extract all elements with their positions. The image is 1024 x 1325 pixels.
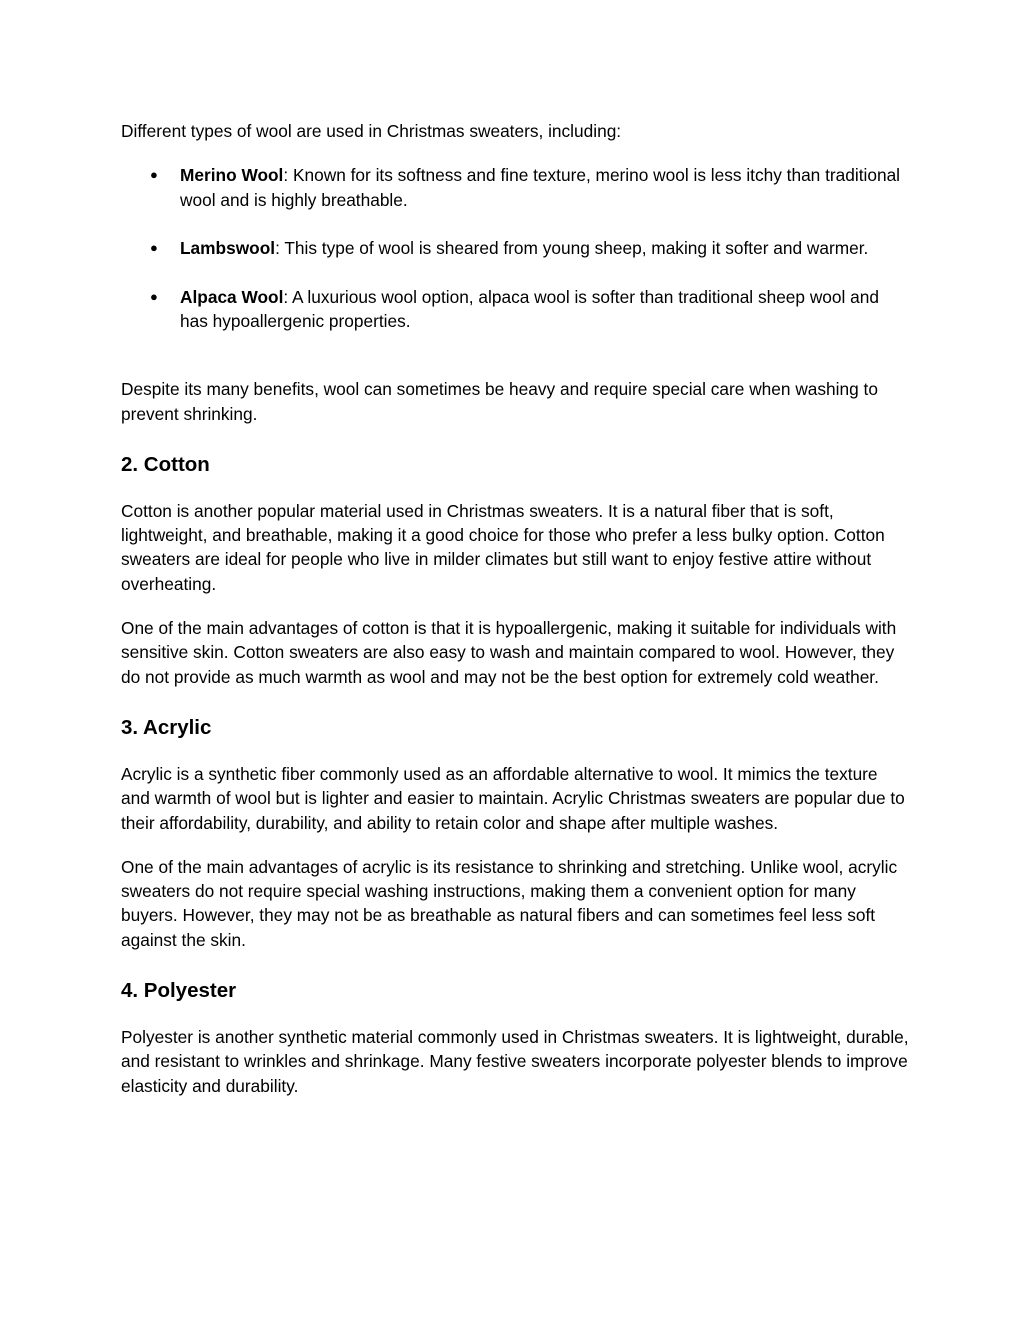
wool-type-description: : A luxurious wool option, alpaca wool is softer than traditional sheep wool and has hypoallergenic properties. xyxy=(180,287,880,332)
wool-type-description: : This type of wool is sheared from young sheep, making it softer and warmer. xyxy=(275,238,869,259)
acrylic-paragraph-2: One of the main advantages of acrylic is its resistance to shrinking and stretching. Unlike wool, acrylic sweaters do not require special washing instructions, making them a convenient option for many buyers. However, they may not be as breathable as natural fibers and can sometimes feel less soft against the skin. xyxy=(121,856,898,950)
wool-type-name: Lambswool xyxy=(180,238,276,259)
intro-paragraph: Different types of wool are used in Christmas sweaters, including: xyxy=(121,121,622,141)
bullet-icon: ● xyxy=(150,240,158,256)
wool-type-name: Merino Wool xyxy=(180,165,284,186)
wool-note-paragraph: Despite its many benefits, wool can sometimes be heavy and require special care when washing to prevent shrinking. xyxy=(121,379,878,424)
list-item xyxy=(121,285,911,334)
bullet-icon: ● xyxy=(150,289,158,305)
acrylic-paragraph-1: Acrylic is a synthetic fiber commonly used as an affordable alternative to wool. It mimics the texture and warmth of wool but is lighter and easier to maintain. Acrylic Christmas sweaters are popular due to their affordability, durability, and ability to retain color and shape after multiple washes. xyxy=(121,763,905,833)
document-page xyxy=(121,119,911,1098)
wool-types-list xyxy=(121,163,911,333)
wool-type-name: Alpaca Wool xyxy=(180,287,284,308)
wool-type-description: : Known for its softness and fine texture, merino wool is less itchy than traditional wool and is highly breathable. xyxy=(180,165,901,210)
list-item xyxy=(121,236,911,260)
spacer xyxy=(121,358,911,377)
cotton-paragraph-2: One of the main advantages of cotton is that it is hypoallergenic, making it suitable for individuals with sensitive skin. Cotton sweaters are also easy to wash and maintain compared to wool. However, they do not provide as much warmth as wool and may not be the best option for extremely cold weather. xyxy=(121,618,897,687)
section-heading-polyester: 4. Polyester xyxy=(121,979,237,1003)
section-heading-acrylic: 3. Acrylic xyxy=(121,715,212,739)
polyester-paragraph-1: Polyester is another synthetic material commonly used in Christmas sweaters. It is lightweight, durable, and resistant to wrinkles and shrinkage. Many festive sweaters incorporate polyester blends to improve elasticity and durability. xyxy=(121,1027,909,1096)
bullet-icon: ● xyxy=(150,167,158,183)
section-heading-cotton: 2. Cotton xyxy=(121,452,210,476)
list-item xyxy=(121,163,911,212)
cotton-paragraph-1: Cotton is another popular material used in Christmas sweaters. It is a natural fiber that is soft, lightweight, and breathable, making it a good choice for those who prefer a less bulky option. Cotton sweaters are ideal for people who live in milder climates but still want to enjoy festive attire without overheating. xyxy=(121,500,885,594)
